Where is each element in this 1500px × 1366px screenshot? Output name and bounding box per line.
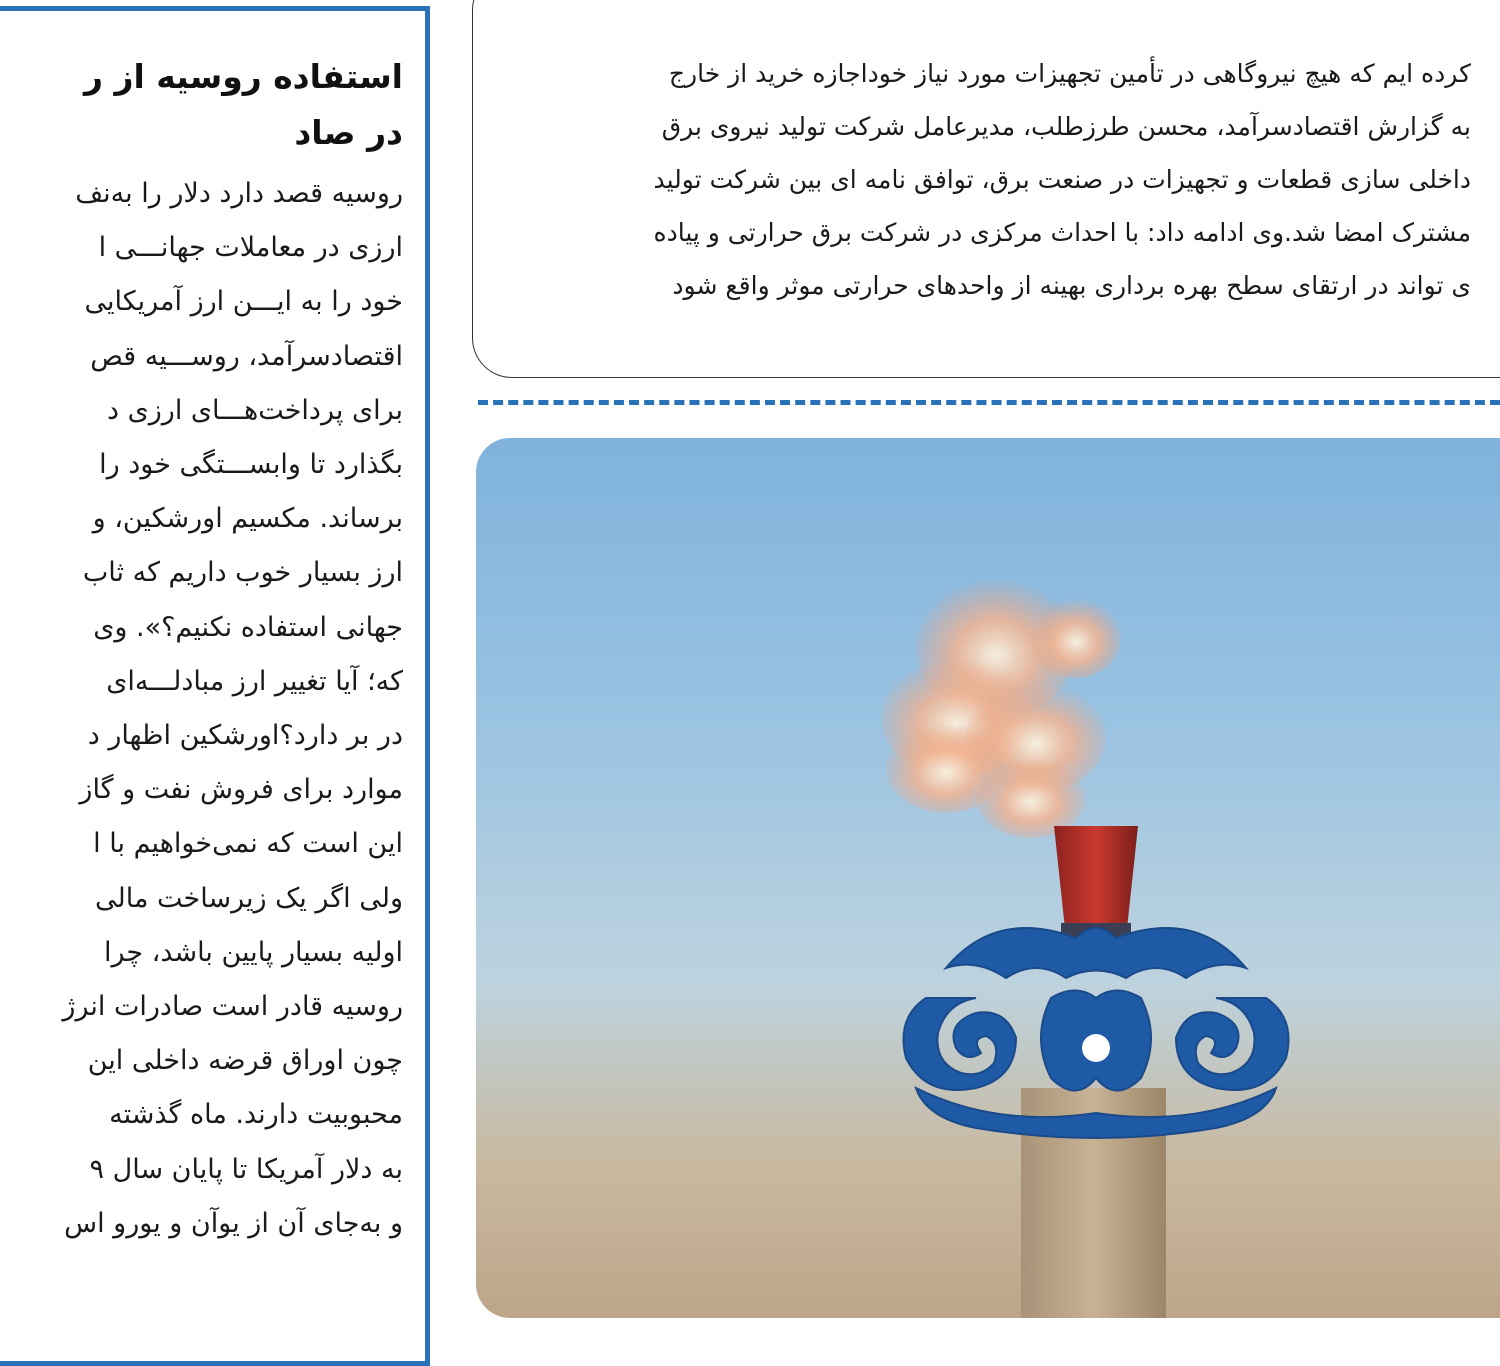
article-body-line: خود را به ایـــن ارز آمریکایی [84, 286, 403, 318]
article-body-line: که؛ آیا تغییر ارز مبادلـــه‌ای [106, 665, 403, 697]
article-body-line: ارزی در معاملات جهانـــی ا [98, 232, 403, 264]
article-body-line: به دلار آمریکا تا پایان سال ۹ [89, 1153, 403, 1185]
quote-line: به گزارش اقتصادسرآمد، محسن طرزطلب، مدیرعامل شرکت تولید نیروی برق [661, 112, 1471, 141]
article-body-line: ولی اگر یک زیرساخت مالی [95, 882, 403, 914]
dashed-divider [478, 400, 1500, 405]
article-body-line: محبوبیت دارند. ماه گذشته [109, 1099, 403, 1131]
article-body-line: روسیه قادر است صادرات انرژ [62, 991, 403, 1023]
news-photo [476, 438, 1500, 1318]
sidebar-article [0, 6, 430, 1366]
quote-line: کرده ایم که هیچ نیروگاهی در تأمین تجهیزات مورد نیاز خوداجازه خرید از خارج [668, 59, 1471, 88]
article-body-line: این است که نمی‌خواهیم با ا [93, 828, 403, 860]
article-body-line: و به‌جای آن از یوآن و یورو اس [64, 1207, 403, 1239]
article-body-line: در بر دارد؟اورشکین اظهار د [87, 720, 403, 752]
article-body-line: برای پرداخت‌هـــای ارزی د [107, 394, 403, 426]
article-title-line-1: استفاده روسیه از ر [83, 57, 403, 96]
quote-line: ی تواند در ارتقای سطح بهره برداری بهینه از واحدهای حرارتی موثر واقع شود [672, 271, 1471, 300]
article-body-line: اقتصادسرآمد، روســـیه قص [90, 340, 403, 372]
quote-text [472, 47, 1471, 312]
article-body-line: بگذارد تا وابســـتگی خود را [99, 449, 403, 481]
article-body [0, 167, 403, 1251]
article-body-line: جهانی استفاده نکنیم؟». وی [93, 611, 403, 643]
quote-box [472, 0, 1500, 378]
article-body-line: موارد برای فروش نفت و گاز [79, 774, 403, 806]
gas-flare-logo-icon [476, 438, 1500, 1318]
article-body-line: ارز بسیار خوب داریم که ثاب [82, 557, 403, 589]
quote-line: داخلی سازی قطعات و تجهیزات در صنعت برق، توافق نامه ای بین شرکت تولید [653, 165, 1471, 194]
article-body-line: اولیه بسیار پایین باشد، چرا [103, 936, 403, 968]
sidebar-article-content [0, 49, 403, 1251]
flame [881, 578, 1121, 838]
article-body-line: چون اوراق قرضه داخلی این [87, 1045, 403, 1077]
article-title-line-2: در صاد [294, 113, 403, 152]
article-body-line: روسیه قصد دارد دلار را به‌نف [75, 178, 403, 209]
quote-line: مشترک امضا شد.وی ادامه داد: با احداث مرکزی در شرکت برق حرارتی و پیاده [653, 218, 1471, 247]
article-body-line: برساند. مکسیم اورشکین، و [92, 503, 403, 535]
